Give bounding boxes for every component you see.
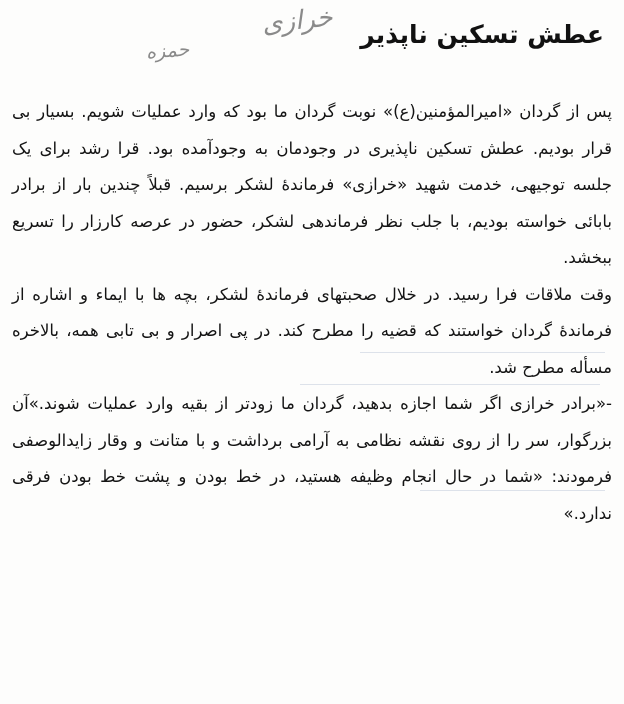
paragraph: -«برادر خرازی اگر شما اجازه بدهید، گردان ما زودتر از بقیه وارد عملیات شوند.»آن بزرگوار، سر را از روی نقشه نظامی به آرامی برداشت و با متانت و وقار زایدالوصفی فرمودند: «شما در حال انجام وظیفه هستید، در خط بودن و پشت خط بودن فرقی ندارد.» bbox=[12, 394, 612, 523]
paragraph: وقت ملاقات فرا رسید. در خلال صحبتهای فرماندهٔ لشکر، بچه ها با ایماء و اشاره از فرماندهٔ گردان خواستند که قضیه را مطرح کند. در پی اصرار و بی تابی همه، بالاخره مسأله مطرح شد. bbox=[12, 284, 612, 377]
paragraph: پس از گردان «امیرالمؤمنین(ع)» نوبت گردان ما بود که وارد عملیات شویم. بسیار بی قرار بودیم. عطش تسکین ناپذیری در وجودمان به وجودآمده بود. قرا رشد برای یک جلسه توجیهی، خدمت شهید «خرازی» فرماندهٔ لشکر برسیم. قبلاً چندین بار از برادر بابائی خواسته بودیم، با جلب نظر فرماندهی لشکر، حضور در عرصه کارزار را تسریع ببخشد. bbox=[12, 102, 612, 267]
handwritten-note: خرازی bbox=[260, 2, 334, 40]
body-text bbox=[12, 94, 612, 532]
page-title: عطش تسکین ناپذیر bbox=[360, 20, 604, 49]
handwritten-note: حمزه bbox=[145, 38, 190, 64]
